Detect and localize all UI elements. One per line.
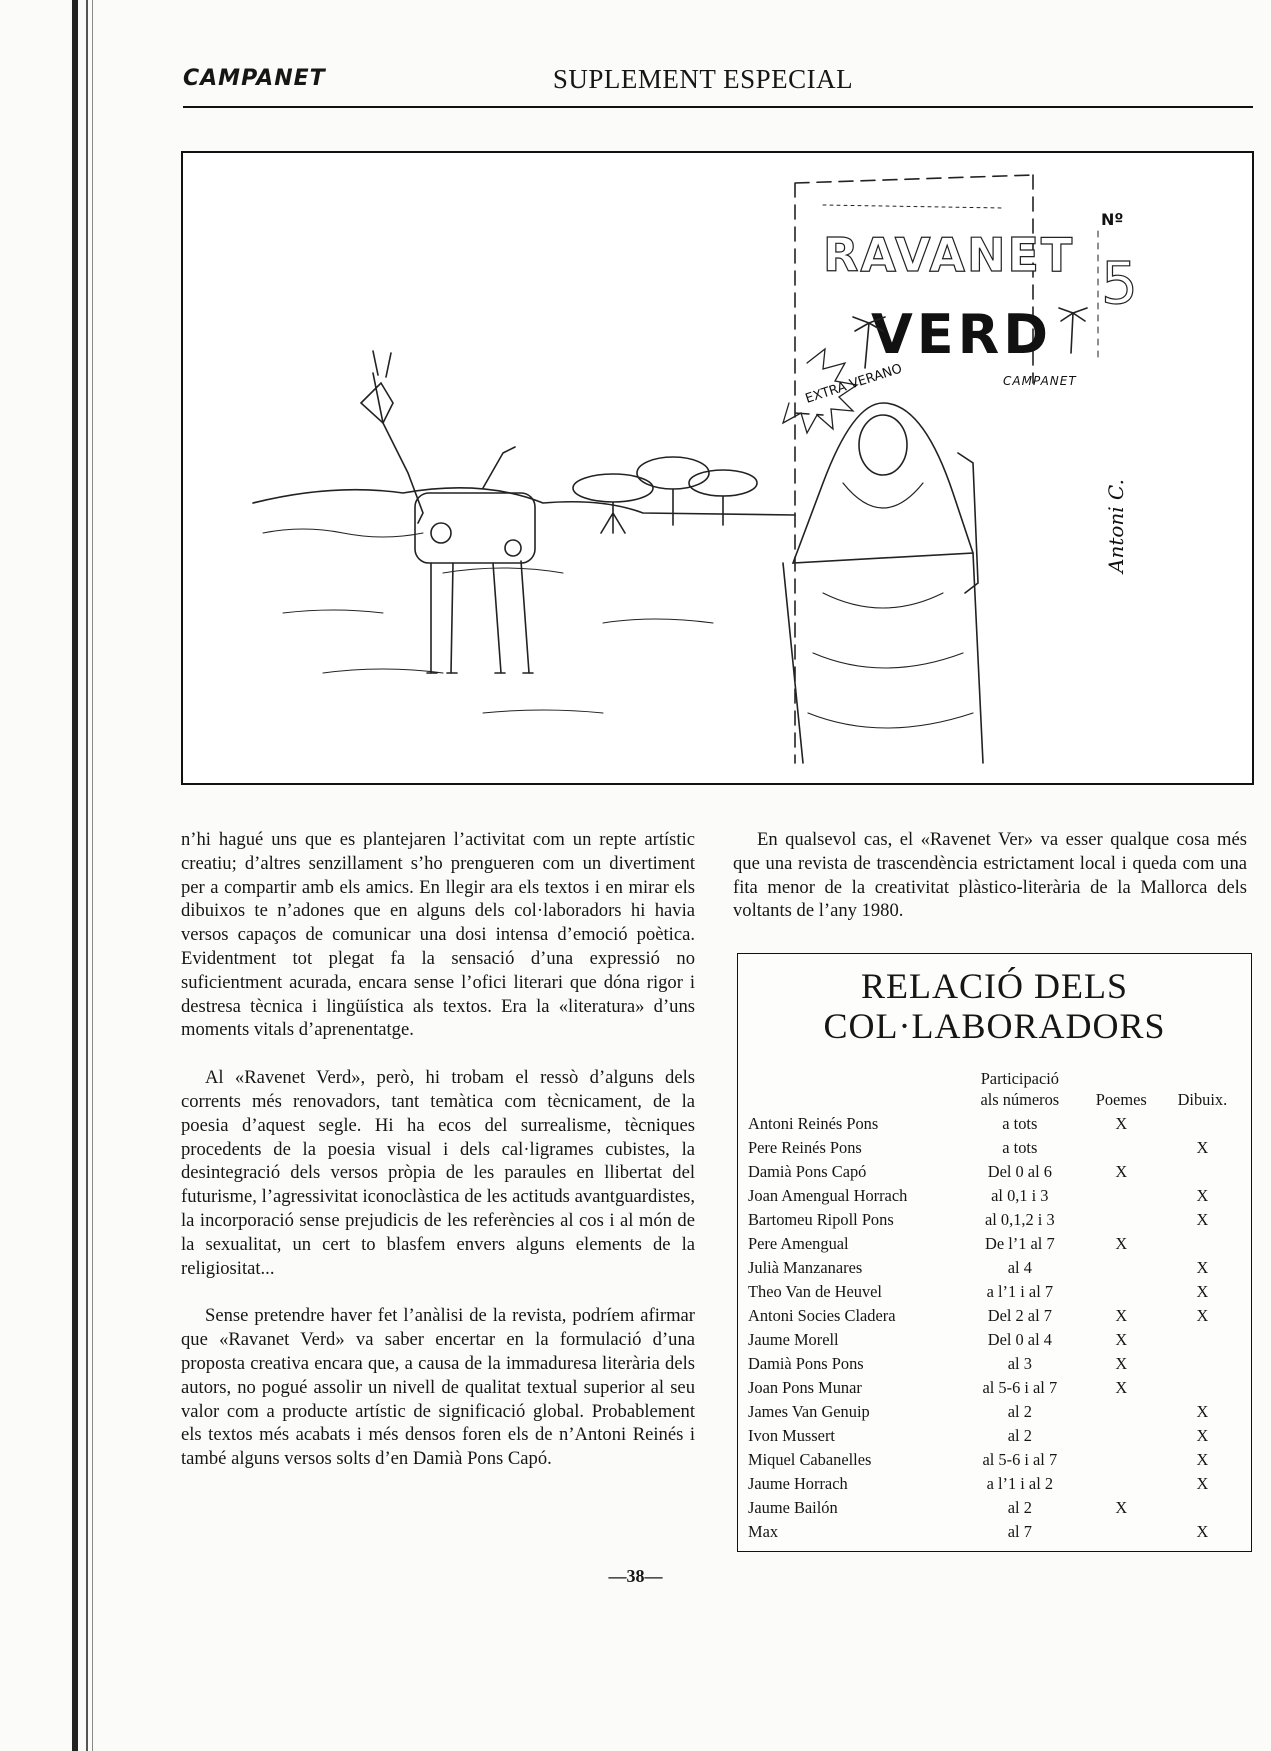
collaborator-poems [1081,1256,1162,1280]
page-header [183,62,1253,108]
collaborator-poems [1081,1184,1162,1208]
collaborator-issues: al 4 [1007,1258,1032,1277]
collaborator-issues: al 5-6 i al 7 [982,1450,1058,1469]
table-row [748,1472,1243,1496]
collaborator-poems: X [1115,1162,1128,1181]
table-row [748,1352,1243,1376]
collaborator-poems: X [1115,1498,1128,1517]
cover-place: CAMPANET [1003,374,1077,388]
collaborator-drawings [1162,1232,1243,1256]
collaborator-drawings [1162,1376,1243,1400]
collaborator-name: Julià Manzanares [748,1258,863,1277]
masthead-logo: CAMPANET [183,66,326,91]
collaborator-drawings: X [1196,1474,1209,1493]
table-row [748,1376,1243,1400]
collaborator-drawings [1162,1160,1243,1184]
collaborator-drawings: X [1196,1186,1209,1205]
collaborator-poems [1081,1136,1162,1160]
collaborator-issues: al 7 [1007,1522,1032,1541]
participation-header-line2: als números [980,1090,1060,1109]
cover-subtitle-line [823,205,1003,208]
collaborator-name: Bartomeu Ripoll Pons [748,1210,894,1229]
article-paragraph: Sense pretendre haver fet l’anàlisi de la revista, podríem afirmar que «Ravanet Verd» va saber encertar en la formulació d’una proposta creativa encara que, a causa de la immaduresa literària dels autors, no pogué assolir un nivell de qualitat textual superior al seu valor com a producte artístic de significació global. Probablement els textos més acabats i més densos foren els de n’Antoni Reinés i també alguns versos solts d’en Damià Pons Capó. [181,1305,695,1470]
section-title: SUPLEMENT ESPECIAL [552,64,854,94]
collaborator-poems: X [1115,1306,1128,1325]
collaborators-title-line2: COL·LABORADORS [823,1006,1166,1046]
collaborator-name: Theo Van de Heuvel [748,1282,882,1301]
cover-illustration [181,151,1254,785]
collaborator-name: Antoni Socies Cladera [748,1306,896,1325]
collaborator-name: Antoni Reinés Pons [748,1114,879,1133]
article-paragraph: n’hi hagué uns que es plantejaren l’activitat com un repte artístic creatiu; d’altres senzillament s’ho prengueren com un divertiment per a compartir amb els amics. En llegir ara els textos i en mirar els dibuixos te n’adones que en alguns dels col·laboradors hi havia versos capaços de comunicar una dosi intensa d’emoció poètica. Evidentment tot plegat fa la sensació d’una expressió no suficientment acurada, encara sense l’ofici literari que dóna rigor i destresa tècnica i lingüística als textos. Era la «literatura» d’uns moments vitals d’aprenentatge. [181,829,695,1041]
collaborator-drawings [1162,1496,1243,1520]
collaborator-name: Max [748,1522,779,1541]
collaborator-issues: a tots [1002,1114,1038,1133]
binding-line-faint [92,0,93,1751]
cover-badge: EXTRA VERANO [803,361,905,407]
collaborator-poems: X [1115,1114,1128,1133]
woman-figure-icon [783,403,983,763]
collaborator-issues: al 0,1 i 3 [991,1186,1049,1205]
collaborator-name: James Van Genuip [748,1402,870,1421]
name-column-header [748,1064,959,1112]
collaborator-poems [1081,1448,1162,1472]
collaborator-issues: al 2 [1007,1426,1032,1445]
collaborator-name: Miquel Cabanelles [748,1450,872,1469]
trees-icon [573,457,757,533]
table-row [748,1400,1243,1424]
collaborator-poems: X [1115,1354,1128,1373]
collaborator-name: Ivon Mussert [748,1426,835,1445]
table-row [748,1256,1243,1280]
cover-title-top: RAVANET [823,228,1075,282]
participation-header-line1: Participació [980,1069,1059,1088]
collaborator-poems [1081,1472,1162,1496]
table-row [748,1448,1243,1472]
collaborator-poems [1081,1424,1162,1448]
illustration-drawing [183,153,1252,783]
table-header-row [748,1064,1243,1112]
collaborator-issues: a l’1 i al 2 [986,1474,1054,1493]
collaborator-issues: al 3 [1007,1354,1032,1373]
table-row [748,1184,1243,1208]
article-left-column [181,828,695,1495]
collaborator-issues: al 2 [1007,1402,1032,1421]
table-row [748,1232,1243,1256]
collaborator-drawings: X [1196,1306,1209,1325]
collaborator-drawings [1162,1328,1243,1352]
collaborator-issues: Del 2 al 7 [987,1306,1052,1325]
table-row [748,1424,1243,1448]
table-row [748,1328,1243,1352]
table-row [748,1208,1243,1232]
collaborators-title [738,966,1251,1046]
collaborator-name: Jaume Horrach [748,1474,848,1493]
giraffe-sculpture-icon [361,351,535,673]
cover-title-main: VERD [871,303,1053,366]
table-row [748,1136,1243,1160]
collaborator-poems: X [1115,1330,1128,1349]
binding-edge [72,0,78,1751]
collaborator-name: Pere Reinés Pons [748,1138,862,1157]
collaborator-issues: al 2 [1007,1498,1032,1517]
collaborator-issues: al 5-6 i al 7 [982,1378,1058,1397]
collaborator-poems [1081,1520,1162,1544]
collaborator-drawings: X [1196,1210,1209,1229]
cover-number-mark: Nº [1101,210,1124,229]
page-number: —38— [608,1566,663,1586]
collaborator-name: Pere Amengual [748,1234,849,1253]
table-row [748,1496,1243,1520]
drawings-column-header: Dibuix. [1177,1090,1228,1109]
collaborator-issues: De l’1 al 7 [985,1234,1055,1253]
table-row [748,1280,1243,1304]
table-row [748,1112,1243,1136]
collaborator-name: Damià Pons Pons [748,1354,864,1373]
poems-column-header: Poemes [1095,1090,1147,1109]
collaborator-drawings: X [1196,1138,1209,1157]
collaborator-name: Jaume Morell [748,1330,839,1349]
binding-line [86,0,88,1751]
collaborator-name: Damià Pons Capó [748,1162,867,1181]
article-right-column [733,828,1247,947]
collaborator-name: Jaume Bailón [748,1498,838,1517]
collaborator-poems: X [1115,1378,1128,1397]
artist-signature: Antoni C. [1104,479,1128,573]
collaborator-issues: Del 0 al 4 [987,1330,1052,1349]
collaborator-drawings: X [1196,1402,1209,1421]
collaborator-issues: a tots [1002,1138,1038,1157]
collaborator-poems [1081,1400,1162,1424]
collaborator-poems [1081,1280,1162,1304]
horizon-line [253,488,795,515]
collaborator-drawings [1162,1112,1243,1136]
collaborator-name: Joan Pons Munar [748,1378,862,1397]
collaborator-poems [1081,1208,1162,1232]
participation-column-header [959,1064,1081,1112]
article-paragraph: En qualsevol cas, el «Ravenet Ver» va esser qualque cosa més que una revista de trascendència estrictament local i queda com una fita menor de la creativitat plàstico-literària de la Mallorca dels voltants de l’any 1980. [733,829,1247,922]
collaborator-drawings: X [1196,1522,1209,1541]
collaborator-drawings: X [1196,1258,1209,1277]
collaborators-box [737,953,1252,1552]
collaborator-poems: X [1115,1234,1128,1253]
landscape-strokes [263,529,713,713]
cover-number: 5 [1101,249,1138,317]
collaborators-title-line1: RELACIÓ DELS [861,966,1128,1006]
collaborator-issues: al 0,1,2 i 3 [985,1210,1055,1229]
collaborator-issues: Del 0 al 6 [987,1162,1052,1181]
collaborators-table [748,1064,1243,1544]
collaborator-issues: a l’1 i al 7 [986,1282,1054,1301]
collaborator-drawings: X [1196,1450,1209,1469]
article-paragraph: Al «Ravenet Verd», però, hi trobam el ressò d’alguns dels corrents més renovadors, tant temàtica com tècnicament, de la poesia d’aquest segle. Hi ha ecos del surrealisme, tècniques procedents de la poesia visual i dels cal·ligrames cubistes, la desintegració dels versos pròpia de les paraules en llibertat del futurisme, l’agressivitat iconoclàstica de les actituds avantguardistes, la incorporació sense prejudicis de les referències al cos i al món de la sexualitat, un cert to blasfem envers alguns elements de la religiositat... [181,1067,695,1279]
collaborator-drawings: X [1196,1282,1209,1301]
table-row [748,1304,1243,1328]
collaborator-name: Joan Amengual Horrach [748,1186,908,1205]
collaborator-drawings [1162,1352,1243,1376]
collaborator-drawings: X [1196,1426,1209,1445]
table-row [748,1160,1243,1184]
table-row [748,1520,1243,1544]
